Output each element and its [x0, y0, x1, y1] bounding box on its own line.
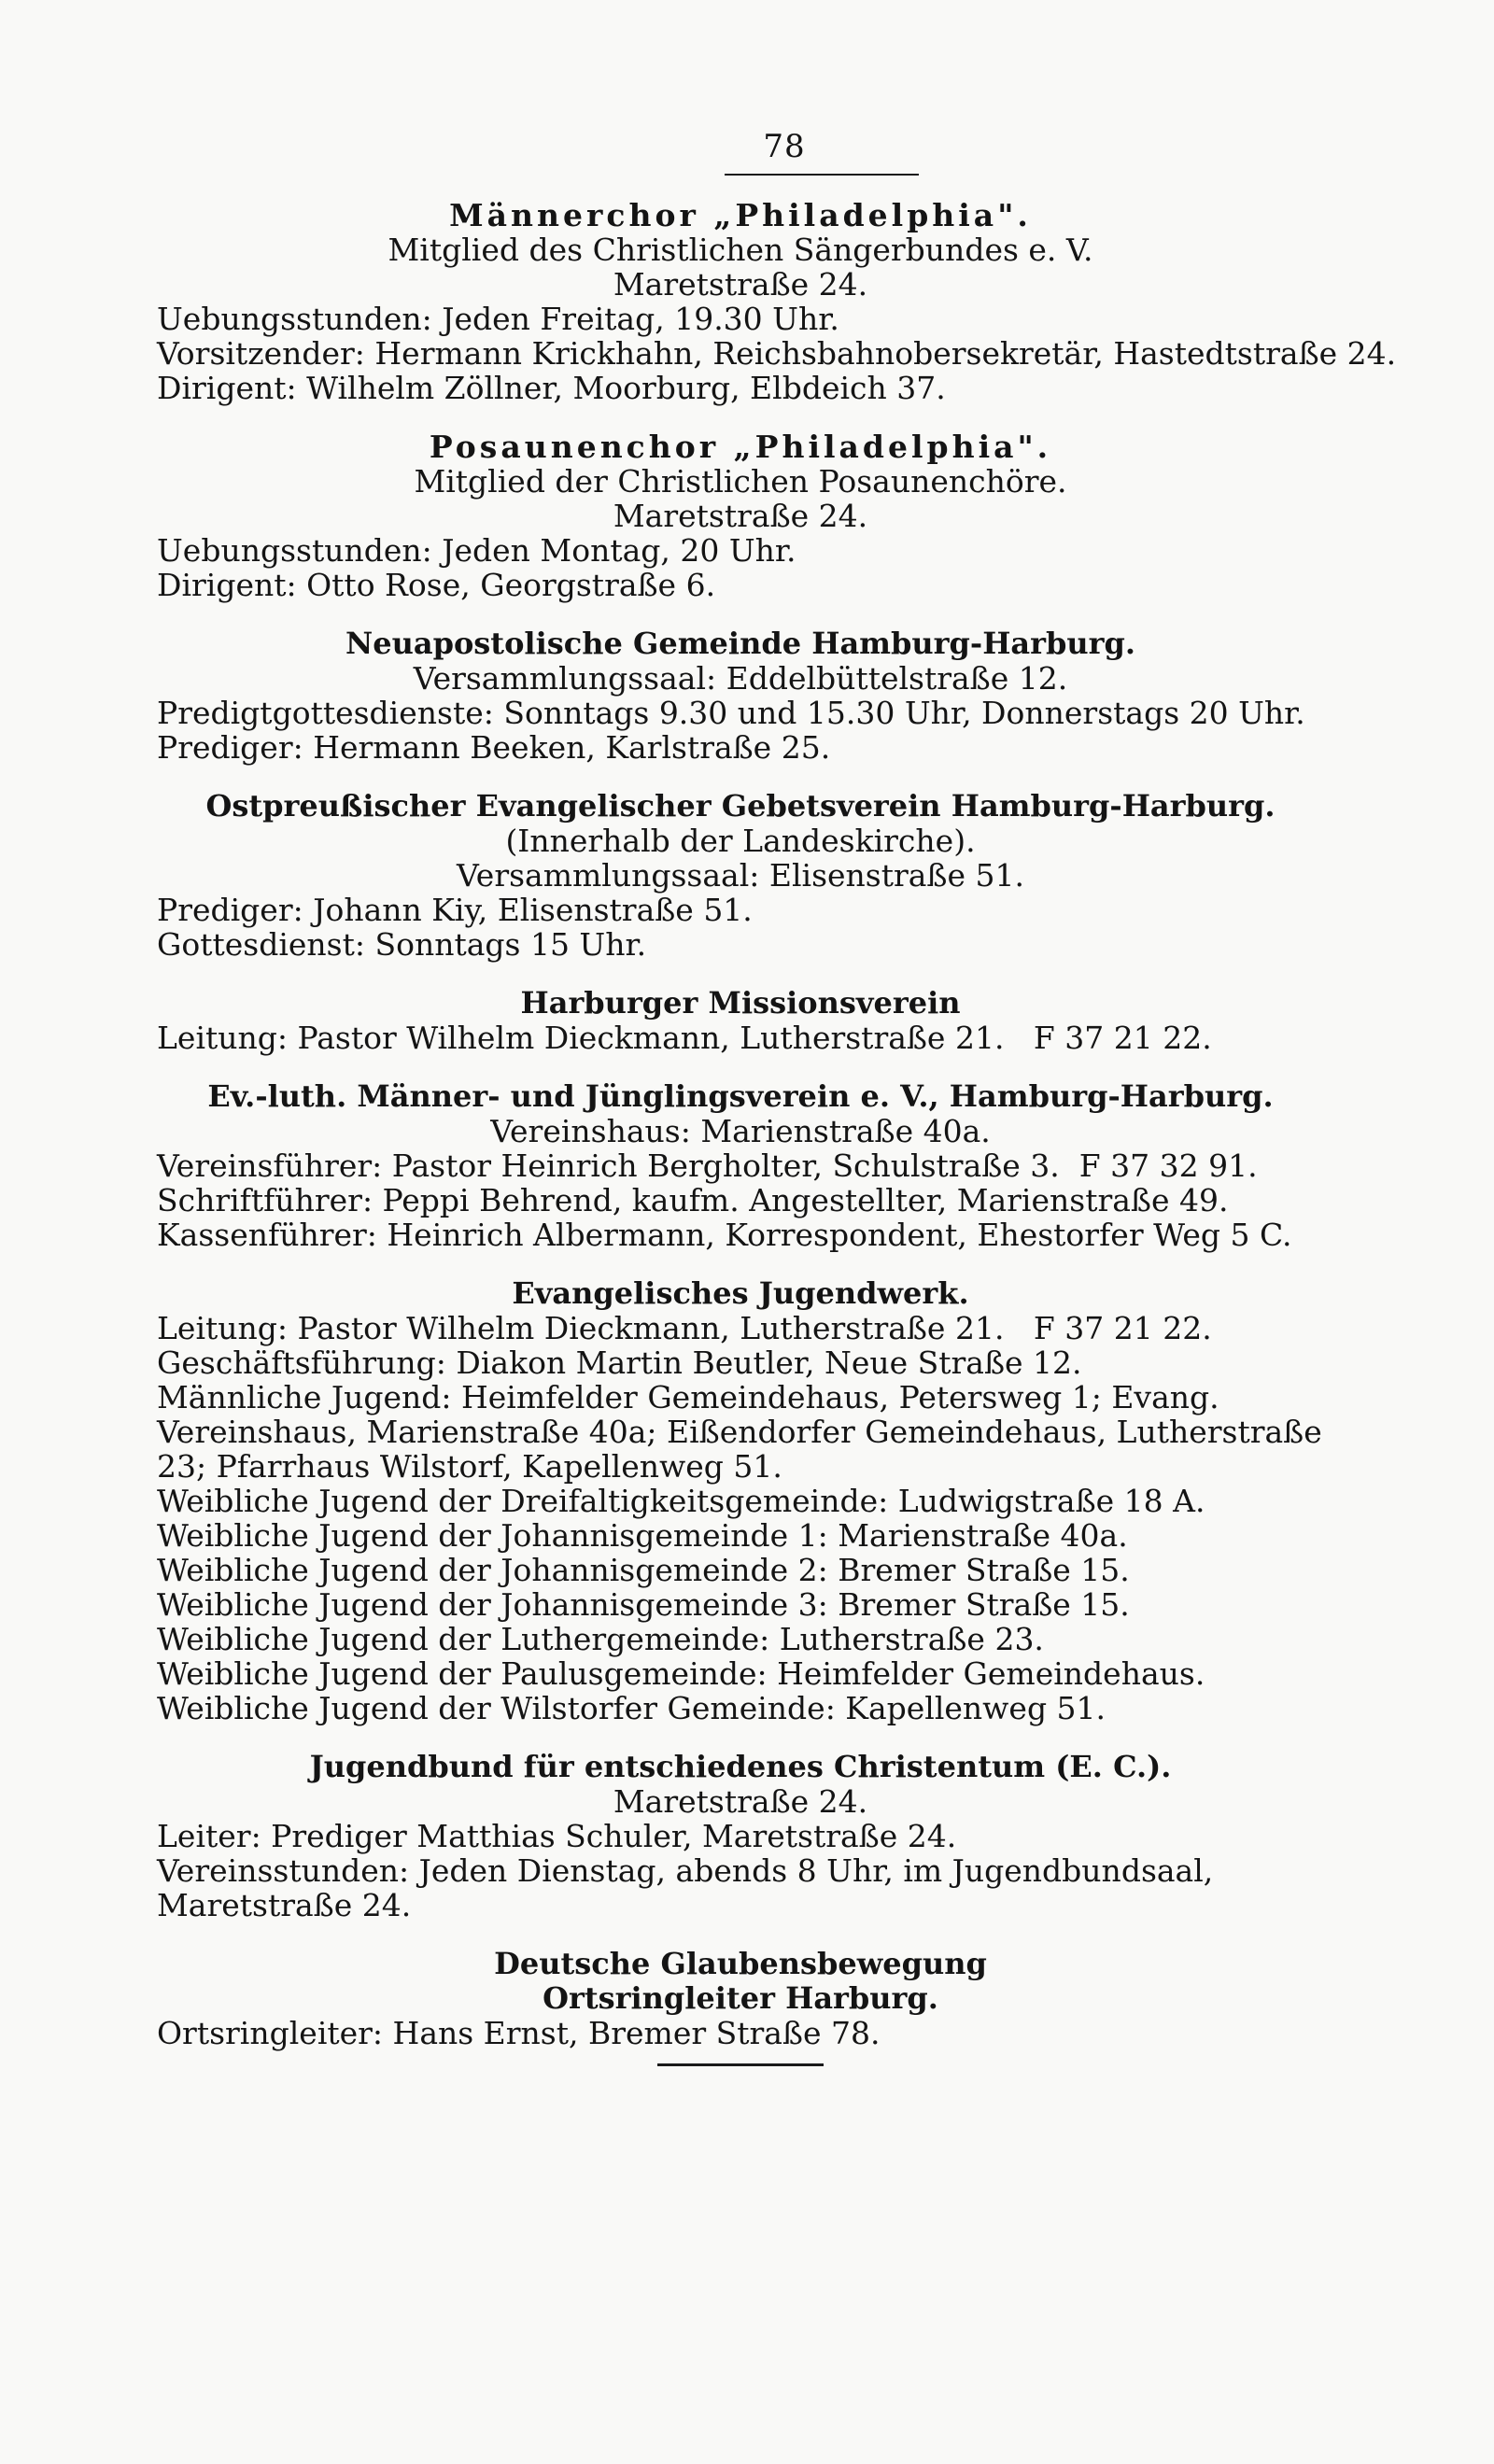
entry-line: Gottesdienst: Sonntags 15 Uhr. — [157, 926, 647, 963]
entry-line: Versammlungssaal: Elisenstraße 51. — [457, 857, 1024, 894]
entry-line: Schriftführer: Peppi Behrend, kaufm. Angestellter, Marienstraße 49. — [157, 1182, 1229, 1218]
entry-title: Evangelisches Jugendwerk. — [512, 1275, 969, 1311]
entry-address: Maretstraße 24. — [613, 266, 868, 303]
entry-line: Dirigent: Otto Rose, Georgstraße 6. — [157, 567, 716, 603]
entry-line: Vereinsführer: Pastor Heinrich Bergholter, Schulstraße 3. F 37 32 91. — [157, 1148, 1258, 1184]
entry-line: Weibliche Jugend der Dreifaltigkeitsgemeinde: Ludwigstraße 18 A. — [157, 1483, 1205, 1519]
entry-line: Weibliche Jugend der Wilstorfer Gemeinde: Kapellenweg 51. — [157, 1690, 1106, 1726]
entry-address: Maretstraße 24. — [613, 498, 868, 534]
entry-line: Geschäftsführung: Diakon Martin Beutler, Neue Straße 12. — [157, 1345, 1082, 1381]
entry-title: Jugendbund für entschiedenes Christentum (E. C.). — [309, 1749, 1172, 1784]
entry-line: Weibliche Jugend der Paulusgemeinde: Heimfelder Gemeindehaus. — [157, 1655, 1205, 1692]
entry-posaunenchor — [157, 429, 1324, 602]
entry-line: Vereinsstunden: Jeden Dienstag, abends 8 Uhr, im Jugendbundsaal, Maretstraße 24. — [157, 1852, 1214, 1923]
entry-line: Predigtgottesdienste: Sonntags 9.30 und 15.30 Uhr, Donnerstags 20 Uhr. — [157, 695, 1305, 731]
entry-line: Leitung: Pastor Wilhelm Dieckmann, Lutherstraße 21. F 37 21 22. — [157, 1310, 1212, 1346]
entry-line: Vorsitzender: Hermann Krickhahn, Reichsbahnobersekretär, Hastedtstraße 24. — [157, 335, 1397, 372]
entry-title: Ostpreußischer Evangelischer Gebetsverein Hamburg-Harburg. — [205, 788, 1276, 824]
entry-title: Neuapostolische Gemeinde Hamburg-Harburg. — [345, 626, 1136, 661]
entry-line: Prediger: Hermann Beeken, Karlstraße 25. — [157, 729, 831, 766]
page-header — [0, 129, 1494, 176]
entry-line: (Innerhalb der Landeskirche). — [505, 823, 976, 859]
entry-line: Weibliche Jugend der Johannisgemeinde 1: Marienstraße 40a. — [157, 1517, 1128, 1554]
entry-line: Leiter: Prediger Matthias Schuler, Maretstraße 24. — [157, 1818, 957, 1854]
entry-line: Uebungsstunden: Jeden Freitag, 19.30 Uhr. — [157, 301, 839, 337]
entry-line: Leitung: Pastor Wilhelm Dieckmann, Lutherstraße 21. F 37 21 22. — [157, 1020, 1212, 1056]
entry-line: Prediger: Johann Kiy, Elisenstraße 51. — [157, 892, 753, 928]
entry-line: Versammlungssaal: Eddelbüttelstraße 12. — [413, 660, 1068, 697]
entry-line: Weibliche Jugend der Johannisgemeinde 3: Bremer Straße 15. — [157, 1586, 1130, 1623]
page-number: 78 — [763, 128, 806, 165]
entry-neuapostolische-gemeinde — [157, 627, 1324, 765]
entry-title: Ev.-luth. Männer- und Jünglingsverein e. V., Hamburg-Harburg. — [207, 1078, 1274, 1114]
entry-line: Dirigent: Wilhelm Zöllner, Moorburg, Elbdeich 37. — [157, 370, 946, 406]
entry-line: Ortsringleiter: Hans Ernst, Bremer Straße 78. — [157, 2015, 881, 2051]
entry-title: Deutsche Glaubensbewegung — [494, 1946, 987, 1981]
closing-rule — [657, 2063, 824, 2066]
entry-glaubensbewegung — [157, 1947, 1324, 2066]
entry-line: Vereinshaus: Marienstraße 40a. — [490, 1113, 991, 1149]
entry-title: Posaunenchor „Philadelphia". — [429, 429, 1052, 465]
page-content — [157, 197, 1397, 2091]
entry-juenglingsverein — [157, 1079, 1324, 1252]
entry-line: Weibliche Jugend der Luthergemeinde: Lutherstraße 23. — [157, 1621, 1044, 1657]
entry-title: Harburger Missionsverein — [520, 985, 961, 1021]
entry-line: Kassenführer: Heinrich Albermann, Korrespondent, Ehestorfer Weg 5 C. — [157, 1217, 1292, 1253]
entry-jugendwerk — [157, 1276, 1324, 1725]
entry-line: Weibliche Jugend der Johannisgemeinde 2: Bremer Straße 15. — [157, 1552, 1130, 1588]
entry-jugendbund — [157, 1750, 1324, 1922]
entry-subtitle: Ortsringleiter Harburg. — [543, 1980, 938, 2016]
entry-line: Mitglied der Christlichen Posaunenchöre. — [414, 463, 1067, 500]
header-rule — [725, 174, 919, 176]
entry-line: Uebungsstunden: Jeden Montag, 20 Uhr. — [157, 532, 796, 569]
entry-missionsverein — [157, 986, 1324, 1055]
entry-line: Männliche Jugend: Heimfelder Gemeindehaus, Petersweg 1; Evang. Vereinshaus, Marienstraße 40a; Eißendorfer Gemeindehaus, Lutherstraße 23; Pfarrhaus Wilstorf, Kapellenweg 51. — [157, 1379, 1322, 1485]
entry-title: Männerchor „Philadelphia". — [449, 197, 1032, 233]
entry-line: Mitglied des Christlichen Sängerbundes e. V. — [388, 232, 1093, 268]
entry-gebetsverein — [157, 789, 1324, 962]
entry-address: Maretstraße 24. — [613, 1783, 868, 1820]
entry-maennerchor — [157, 197, 1397, 406]
